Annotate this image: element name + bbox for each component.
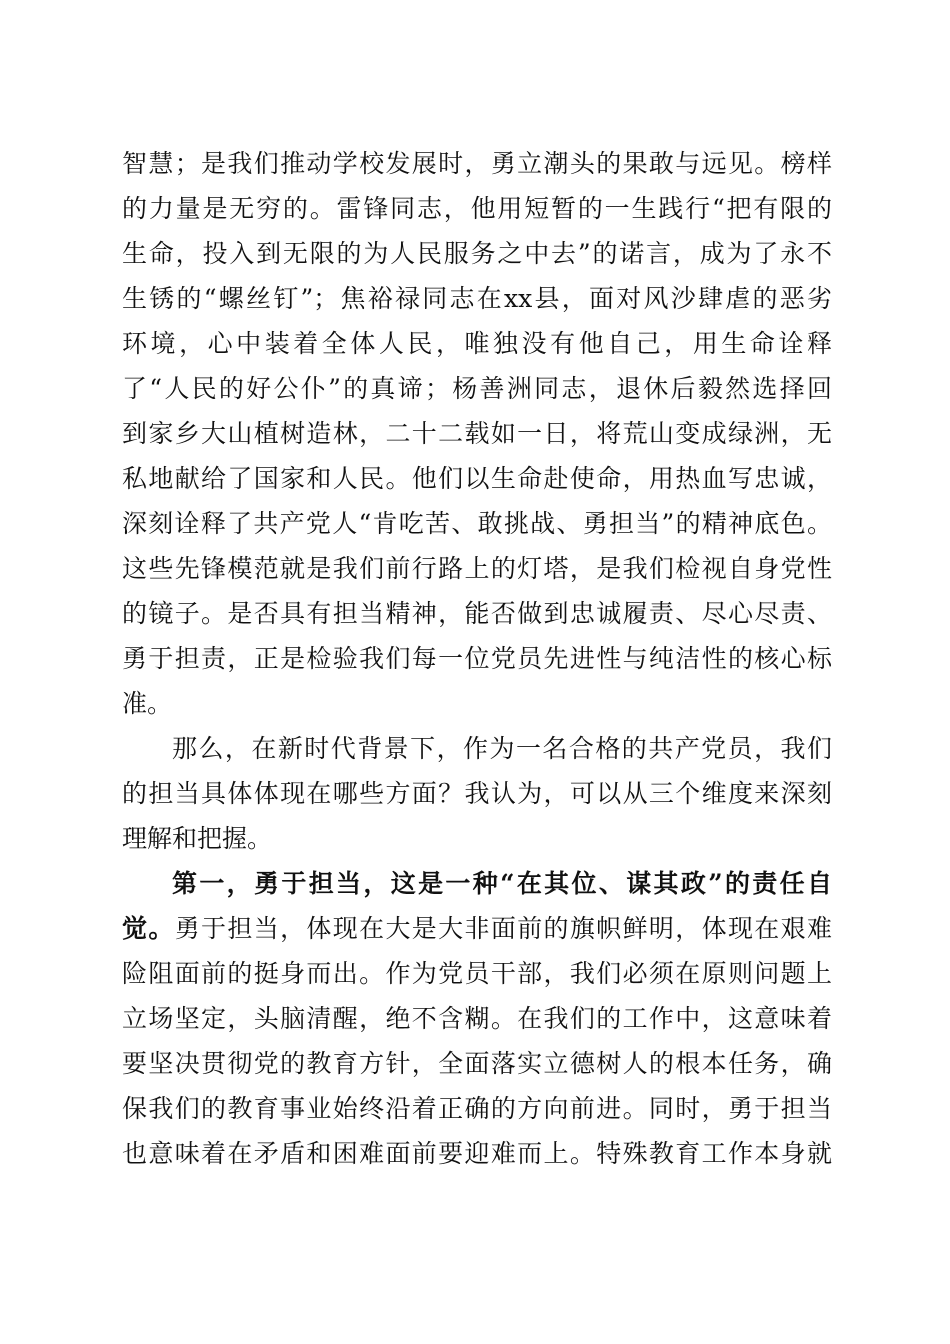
- body-text: [122, 141, 832, 1176]
- text-line: 要坚决贯彻党的教育方针，全面落实立德树人的根本任务，确: [122, 1049, 832, 1078]
- text-line: 环境，心中装着全体人民，唯独没有他自己，用生命诠释: [122, 329, 832, 358]
- text-line-body: 勇于担当，体现在大是大非面前的旗帜鲜明，体现在艰难: [174, 914, 832, 943]
- text-line: 保我们的教育事业始终沿着正确的方向前进。同时，勇于担当: [122, 1094, 832, 1123]
- text-line: 到家乡大山植树造林，二十二载如一日，将荒山变成绿洲，无: [122, 419, 832, 448]
- text-line: 勇于担责，正是检验我们每一位党员先进性与纯洁性的核心标: [122, 644, 832, 673]
- text-line: 的力量是无穷的。雷锋同志，他用短暂的一生践行“把有限的: [122, 194, 832, 223]
- text-line: 准。: [122, 689, 173, 718]
- text-line: 生锈的“螺丝钉”；焦裕禄同志在xx县，面对风沙肆虐的恶劣: [122, 284, 832, 313]
- text-line: 的镜子。是否具有担当精神，能否做到忠诚履责、尽心尽责、: [122, 599, 832, 628]
- text-line: 私地献给了国家和人民。他们以生命赴使命，用热血写忠诚，: [122, 464, 832, 493]
- text-line: 也意味着在矛盾和困难面前要迎难而上。特殊教育工作本身就: [122, 1139, 832, 1168]
- section-heading-end: 觉。: [122, 914, 175, 943]
- text-line: 险阻面前的挺身而出。作为党员干部，我们必须在原则问题上: [122, 959, 832, 988]
- text-line: 立场坚定，头脑清醒，绝不含糊。在我们的工作中，这意味着: [122, 1004, 832, 1033]
- text-line: 深刻诠释了共产党人“肯吃苦、敢挑战、勇担当”的精神底色。: [122, 509, 832, 538]
- text-line: [122, 906, 832, 951]
- text-line: [122, 861, 832, 906]
- text-line: 了“人民的好公仆”的真谛；杨善洲同志，退休后毅然选择回: [122, 374, 832, 403]
- text-line: 生命，投入到无限的为人民服务之中去”的诺言，成为了永不: [122, 239, 832, 268]
- text-line: 这些先锋模范就是我们前行路上的灯塔，是我们检视自身党性: [122, 554, 832, 583]
- text-line: 的担当具体体现在哪些方面？我认为，可以从三个维度来深刻: [122, 779, 832, 808]
- section-heading: 第一，勇于担当，这是一种“在其位、谋其政”的责任自: [172, 869, 832, 898]
- text-line: 理解和把握。: [122, 824, 273, 853]
- text-line: 那么，在新时代背景下，作为一名合格的共产党员，我们: [172, 734, 832, 763]
- text-line: 智慧；是我们推动学校发展时，勇立潮头的果敢与远见。榜样: [122, 149, 832, 178]
